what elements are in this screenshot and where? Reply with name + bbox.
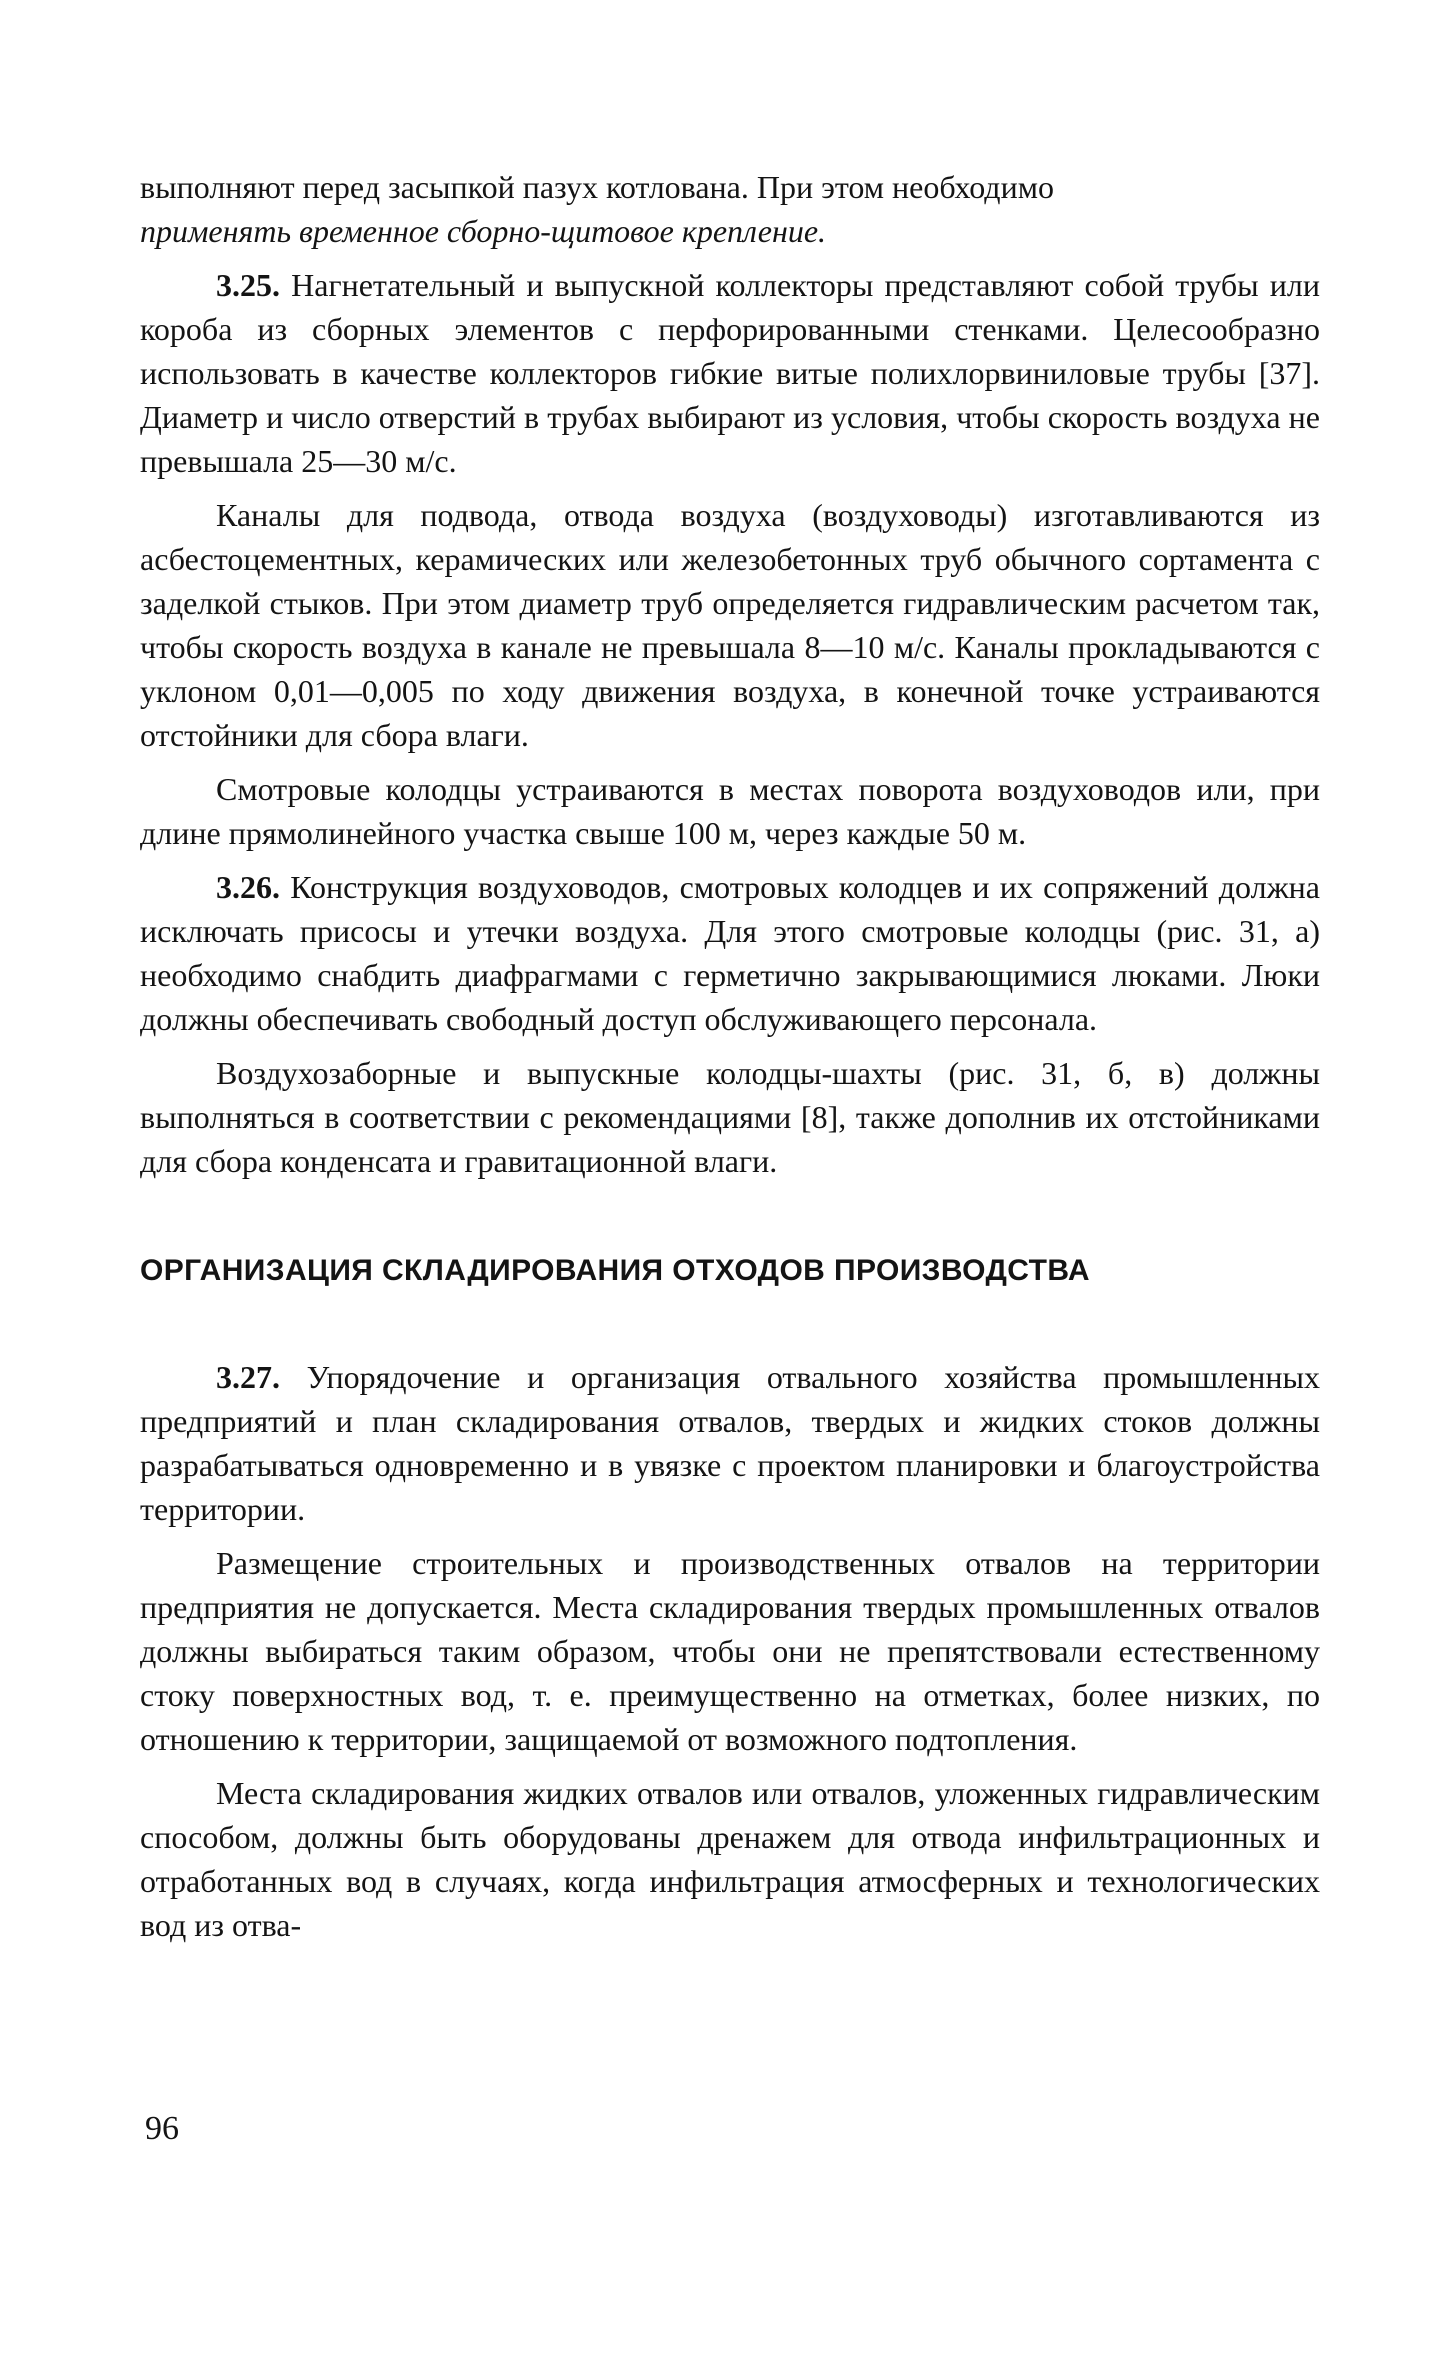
paragraph-intake-shafts: Воздухозаборные и выпускные колодцы-шахты (рис. 31, б, в) должны выполняться в соответствии с рекомендациями [8], также дополнив их отстойниками для сбора конденсата и гравитационной влаги. <box>140 1055 1320 1179</box>
page-body <box>140 165 1320 1947</box>
paragraph-continuation <box>140 165 1320 253</box>
page-number: 96 <box>145 2110 179 2147</box>
paragraph-continuation-italic: применять временное сборно-щитовое крепление. <box>140 213 827 249</box>
paragraph-3-25 <box>140 263 1320 483</box>
paragraph-dump-placement: Размещение строительных и производственных отвалов на территории предприятия не допускается. Места складирования твердых промышленных отвалов должны выбираться таким образом, чтобы они не препятствовали естественному стоку поверхностных вод, т. е. преимущественно на отметках, более низких, по отношению к территории, защищаемой от возможного подтопления. <box>140 1545 1320 1757</box>
paragraph-continuation-text: выполняют перед засыпкой пазух котлована. При этом необходимо <box>140 169 1054 205</box>
section-number-3-26: 3.26. <box>216 869 280 905</box>
paragraph-air-channels: Каналы для подвода, отвода воздуха (воздуховоды) изготавливаются из асбестоцементных, керамических или железобетонных труб обычного сортамента с заделкой стыков. При этом диаметр труб определяется гидравлическим расчетом так, чтобы скорость воздуха в канале не превышала 8—10 м/с. Каналы прокладываются с уклоном 0,01—0,005 по ходу движения воздуха, в конечной точке устраиваются отстойники для сбора влаги. <box>140 497 1320 753</box>
paragraph-inspection-wells: Смотровые колодцы устраиваются в местах поворота воздуховодов или, при длине прямолинейного участка свыше 100 м, через каждые 50 м. <box>140 771 1320 851</box>
paragraph-liquid-dumps: Места складирования жидких отвалов или отвалов, уложенных гидравлическим способом, должны быть оборудованы дренажем для отвода инфильтрационных и отработанных вод в случаях, когда инфильтрация атмосферных и технологических вод из отва- <box>140 1775 1320 1943</box>
paragraph-3-26-text: Конструкция воздуховодов, смотровых колодцев и их сопряжений должна исключать присосы и утечки воздуха. Для этого смотровые колодцы (рис. 31, а) необходимо снабдить диафрагмами с герметично закрывающимися люками. Люки должны обеспечивать свободный доступ обслуживающего персонала. <box>140 869 1320 1037</box>
paragraph-3-26 <box>140 865 1320 1041</box>
section-number-3-27: 3.27. <box>216 1359 280 1395</box>
section-number-3-25: 3.25. <box>216 267 280 303</box>
paragraph-3-25-text: Нагнетательный и выпускной коллекторы представляют собой трубы или короба из сборных элементов с перфорированными стенками. Целесообразно использовать в качестве коллекторов гибкие витые полихлорвиниловые трубы [37]. Диаметр и число отверстий в трубах выбирают из условия, чтобы скорость воздуха не превышала 25—30 м/с. <box>140 267 1320 479</box>
paragraph-3-27 <box>140 1355 1320 1531</box>
section-heading: ОРГАНИЗАЦИЯ СКЛАДИРОВАНИЯ ОТХОДОВ ПРОИЗВОДСТВА <box>140 1254 1090 1287</box>
paragraph-3-27-text: Упорядочение и организация отвального хозяйства промышленных предприятий и план складирования отвалов, твердых и жидких стоков должны разрабатываться одновременно и в увязке с проектом планировки и благоустройства территории. <box>140 1359 1320 1527</box>
